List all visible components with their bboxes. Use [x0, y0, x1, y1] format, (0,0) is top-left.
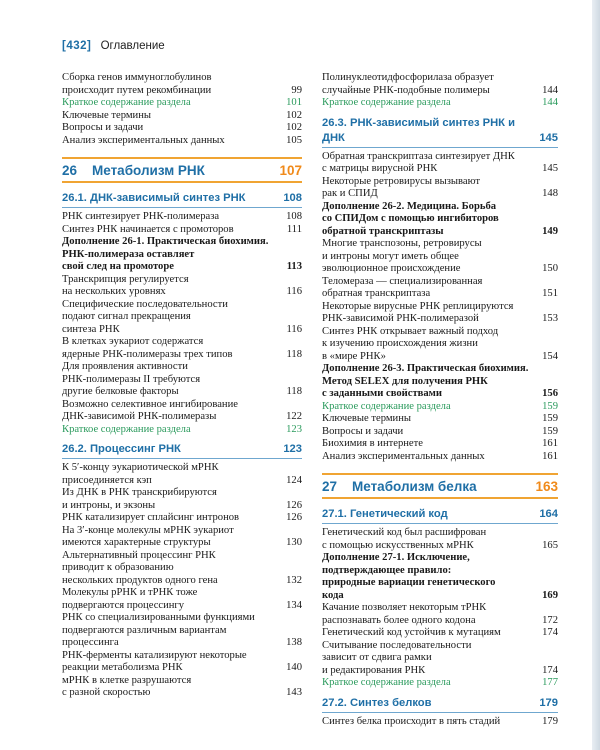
- toc-summary-entry[interactable]: [62, 97, 302, 110]
- entry-title: Сборка генов иммуноглобулинов происходит путем рекомбинации: [62, 72, 212, 96]
- entry-title: Ключевые термины: [62, 109, 151, 121]
- entry-title: Краткое содержание раздела: [62, 423, 191, 435]
- toc-box-entry[interactable]: [322, 552, 558, 602]
- entry-page: 123: [286, 423, 302, 435]
- entry-page: 177: [542, 677, 558, 688]
- page-edge: [592, 0, 600, 750]
- entry-page: 101: [286, 97, 302, 108]
- entry-page: 124: [286, 474, 302, 486]
- entry-title: Многие транспозоны, ретровирусы и интроны могут иметь общее эволюционное происхождение: [322, 238, 482, 274]
- toc-entry[interactable]: [62, 650, 302, 675]
- running-title: Оглавление: [100, 40, 165, 52]
- entry-title: Краткое содержание раздела: [322, 97, 451, 108]
- toc-group: [62, 211, 302, 436]
- toc-summary-entry[interactable]: [62, 424, 302, 437]
- entry-title: Обратная транскриптаза синтезирует ДНК с матрицы вирусной РНК: [322, 150, 515, 174]
- section-page: 179: [539, 696, 558, 709]
- entry-title: РНК со специализированными функциями подвергаются различным вариантам процессинга: [62, 612, 255, 648]
- toc-entry[interactable]: [62, 336, 302, 361]
- entry-title: Краткое содержание раздела: [322, 400, 451, 412]
- toc-group: [62, 72, 302, 147]
- toc-summary-entry[interactable]: [322, 401, 558, 414]
- toc-entry[interactable]: [62, 587, 302, 612]
- entry-page: 143: [286, 687, 302, 698]
- entry-title: Генетический код был расшифрован с помощью искусственных мРНК: [322, 527, 487, 551]
- entry-page: 149: [542, 225, 558, 237]
- entry-page: 113: [286, 261, 302, 272]
- section-title: 26.2. Процессинг РНК: [62, 443, 181, 455]
- toc-entry[interactable]: [62, 487, 302, 512]
- entry-page: 140: [286, 662, 302, 673]
- entry-title: Синтез РНК начинается с промоторов: [62, 223, 234, 235]
- entry-page: 102: [286, 122, 302, 133]
- page-header: [62, 40, 165, 52]
- entry-title: мРНК в клетке разрушаются с разной скоростью: [62, 674, 192, 698]
- section-title: 27.2. Синтез белков: [322, 696, 432, 709]
- entry-page: 134: [286, 599, 302, 611]
- chapter-page: 163: [535, 478, 558, 494]
- entry-page: 165: [542, 539, 558, 551]
- toc-entry[interactable]: [62, 525, 302, 550]
- toc-entry[interactable]: [322, 640, 558, 678]
- entry-title: Возможно селективное ингибирование ДНК-зависимой РНК-полимеразы: [62, 398, 238, 422]
- entry-title: Полинуклеотидфосфорилаза образует случайные РНК-подобные полимеры: [322, 72, 494, 96]
- toc-entry[interactable]: [322, 413, 558, 426]
- entry-title: Некоторые ретровирусы вызывают рак и СПИД: [322, 175, 481, 199]
- toc-box-entry[interactable]: [322, 363, 558, 401]
- entry-title: Дополнение 26-1. Практическая биохимия. РНК-полимераза оставляет свой след на промоторе: [62, 236, 269, 272]
- entry-page: 172: [542, 614, 558, 626]
- entry-page: 108: [286, 211, 302, 222]
- entry-page: 116: [286, 323, 302, 335]
- chapter-title: Метаболизм РНК: [92, 162, 205, 178]
- toc-entry[interactable]: [62, 274, 302, 299]
- entry-title: РНК катализирует сплайсинг интронов: [62, 512, 240, 523]
- toc-entry[interactable]: [62, 299, 302, 337]
- section-page: 108: [283, 192, 302, 204]
- entry-title: Альтернативный процессинг РНК приводит к образованию нескольких продуктов одного гена: [62, 549, 218, 586]
- toc-entry[interactable]: [62, 399, 302, 424]
- toc-entry[interactable]: [322, 72, 558, 97]
- toc-group: [322, 716, 558, 729]
- toc-entry[interactable]: [322, 527, 558, 552]
- chapter-page: 107: [279, 162, 302, 178]
- toc-entry[interactable]: [62, 224, 302, 237]
- section-title: 26.3. РНК-зависимый синтез РНК и ДНК: [322, 116, 515, 144]
- toc-entry[interactable]: [322, 451, 558, 464]
- section-27-1-heading[interactable]: [322, 507, 558, 524]
- entry-page: 122: [286, 411, 302, 422]
- entry-title: Биохимия в интернете: [322, 438, 423, 449]
- entry-page: 116: [286, 286, 302, 297]
- entry-title: Теломераза — специализированная обратная транскриптаза: [322, 275, 483, 299]
- entry-page: 111: [286, 223, 302, 235]
- toc-entry[interactable]: [322, 176, 558, 201]
- chapter-number: 27: [322, 478, 338, 494]
- page-number: [432]: [62, 40, 92, 52]
- entry-page: 144: [542, 84, 558, 96]
- entry-page: 161: [542, 450, 558, 462]
- toc-entry[interactable]: [62, 462, 302, 487]
- toc-entry[interactable]: [322, 151, 558, 176]
- toc-box-entry[interactable]: [62, 236, 302, 274]
- section-page: 123: [283, 443, 302, 455]
- entry-title: РНК синтезирует РНК-полимераза: [62, 211, 220, 222]
- entry-title: Специфические последовательности подают сигнал прекращения синтеза РНК: [62, 298, 228, 335]
- entry-page: 150: [542, 263, 558, 274]
- entry-title: Считывание последовательности зависит от сдвига рамки и редактирования РНК: [322, 639, 472, 676]
- entry-title: Дополнение 26-2. Медицина. Борьба со СПИДом с помощью ингибиторов обратной транскриптазы: [322, 200, 499, 237]
- entry-title: Синтез РНК открывает важный подход к изучению происхождения жизни в «мире РНК»: [322, 325, 499, 362]
- entry-page: 126: [286, 512, 302, 523]
- section-title: 26.1. ДНК-зависимый синтез РНК: [62, 192, 246, 204]
- chapter-26-heading[interactable]: [62, 157, 302, 183]
- entry-page: 118: [286, 348, 302, 360]
- toc-entry[interactable]: [322, 426, 558, 439]
- entry-title: Дополнение 27-1. Исключение, подтверждающее правило: природные вариации генетического кода: [322, 552, 496, 601]
- toc-entry[interactable]: [62, 512, 302, 525]
- entry-title: Молекулы рРНК и тРНК тоже подвергаются процессингу: [62, 587, 198, 611]
- entry-title: Некоторые вирусные РНК реплицируются РНК-зависимой РНК-полимеразой: [322, 300, 514, 324]
- toc-entry[interactable]: [62, 361, 302, 399]
- toc-group: [322, 527, 558, 690]
- toc-entry[interactable]: [62, 211, 302, 224]
- toc-entry[interactable]: [62, 675, 302, 700]
- toc-group: [62, 462, 302, 700]
- toc-entry[interactable]: [322, 627, 558, 640]
- entry-page: 153: [542, 313, 558, 324]
- entry-page: 144: [542, 97, 558, 108]
- entry-page: 105: [286, 134, 302, 146]
- entry-page: 102: [286, 109, 302, 121]
- entry-page: 174: [542, 627, 558, 638]
- toc-group: [322, 72, 558, 110]
- entry-page: 159: [542, 425, 558, 437]
- entry-title: К 5′-концу эукариотической мРНК присоединяется кэп: [62, 462, 219, 486]
- toc-box-entry[interactable]: [322, 201, 558, 239]
- entry-title: Дополнение 26-3. Практическая биохимия. Метод SELEX для получения РНК с заданными свойствами: [322, 363, 529, 399]
- toc-entry[interactable]: [62, 110, 302, 123]
- entry-title: Качание позволяет некоторым тРНК распознавать более одного кодона: [322, 602, 487, 626]
- section-27-2-heading[interactable]: [322, 696, 558, 713]
- section-page: 164: [539, 508, 558, 520]
- section-26-3-heading[interactable]: [322, 116, 558, 148]
- entry-title: Краткое содержание раздела: [322, 677, 451, 688]
- entry-title: Вопросы и задачи: [322, 425, 404, 437]
- entry-page: 132: [286, 574, 302, 586]
- entry-page: 145: [542, 163, 558, 174]
- entry-title: Анализ экспериментальных данных: [322, 450, 485, 462]
- chapter-number: 26: [62, 162, 78, 178]
- toc-summary-entry[interactable]: [322, 97, 558, 110]
- entry-page: 99: [291, 84, 302, 96]
- entry-page: 154: [542, 350, 558, 362]
- entry-title: Транскрипция регулируется на нескольких уровнях: [62, 273, 189, 297]
- toc-entry[interactable]: [62, 550, 302, 588]
- entry-page: 138: [286, 637, 302, 648]
- toc-right-column: [322, 72, 558, 728]
- section-26-1-heading[interactable]: [62, 191, 302, 208]
- toc-entry[interactable]: [62, 612, 302, 650]
- entry-title: РНК-ферменты катализируют некоторые реакции метаболизма РНК: [62, 649, 247, 673]
- entry-page: 130: [286, 537, 302, 548]
- entry-page: 151: [542, 288, 558, 299]
- toc-entry[interactable]: [62, 72, 302, 97]
- section-page: 145: [539, 131, 558, 144]
- entry-page: 159: [542, 413, 558, 424]
- section-26-2-heading[interactable]: [62, 442, 302, 459]
- toc-entry[interactable]: [62, 135, 302, 148]
- entry-page: 174: [542, 664, 558, 676]
- toc-entry[interactable]: [322, 716, 558, 729]
- toc-entry[interactable]: [322, 238, 558, 276]
- entry-title: Для проявления активности РНК-полимеразы II требуются другие белковые факторы: [62, 361, 201, 397]
- toc-group: [322, 151, 558, 464]
- entry-title: На 3′-конце молекулы мРНК эукариот имеются характерные структуры: [62, 524, 234, 548]
- entry-title: Краткое содержание раздела: [62, 97, 191, 108]
- toc-entry[interactable]: [322, 301, 558, 326]
- toc-entry[interactable]: [322, 602, 558, 627]
- chapter-27-heading[interactable]: [322, 473, 558, 499]
- entry-page: 169: [542, 589, 558, 601]
- entry-page: 156: [542, 388, 558, 399]
- toc-entry[interactable]: [322, 438, 558, 451]
- entry-page: 161: [542, 438, 558, 449]
- toc-entry[interactable]: [62, 122, 302, 135]
- toc-summary-entry[interactable]: [322, 677, 558, 690]
- toc-entry[interactable]: [322, 276, 558, 301]
- entry-page: 159: [542, 400, 558, 412]
- entry-title: Генетический код устойчив к мутациям: [322, 627, 501, 638]
- chapter-title: Метаболизм белка: [352, 478, 477, 494]
- entry-page: 148: [542, 188, 558, 199]
- entry-title: Синтез белка происходит в пять стадий: [322, 715, 501, 727]
- toc-entry[interactable]: [322, 326, 558, 364]
- entry-title: Вопросы и задачи: [62, 122, 144, 133]
- entry-title: Анализ экспериментальных данных: [62, 134, 225, 146]
- entry-title: Ключевые термины: [322, 413, 411, 424]
- entry-page: 118: [286, 386, 302, 397]
- entry-page: 179: [542, 715, 558, 727]
- entry-page: 126: [286, 499, 302, 511]
- entry-title: Из ДНК в РНК транскрибируются и интроны, и экзоны: [62, 487, 217, 511]
- section-title: 27.1. Генетический код: [322, 508, 448, 520]
- entry-title: В клетках эукариот содержатся ядерные РНК-полимеразы трех типов: [62, 336, 233, 360]
- toc-left-column: [62, 72, 302, 700]
